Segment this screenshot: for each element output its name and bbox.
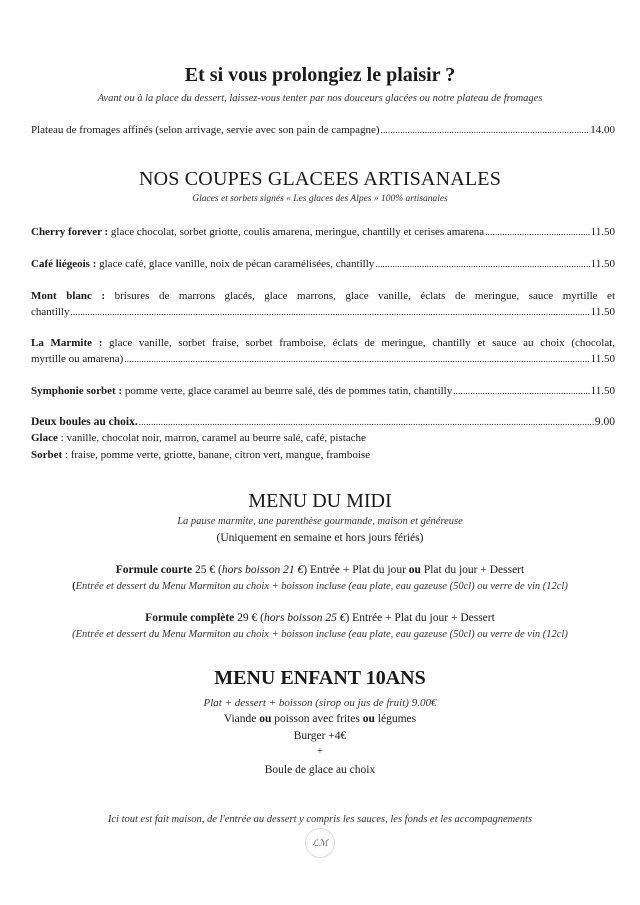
text: : fraise, pomme verte, griotte, banane, citron vert, mangue, framboise (62, 449, 371, 461)
menu-item (31, 226, 615, 238)
midi-subtitle: La pause marmite, une parenthèse gourmande, maison et généreuse (177, 516, 463, 527)
item-desc: Plateau de fromages affinés (selon arrivage, servie avec son pain de campagne) (31, 124, 380, 136)
dot-leader (381, 124, 590, 136)
text: : vanille, chocolat noir, marron, caramel au beurre salé, café, pistache (57, 432, 366, 444)
footer-text: Ici tout est fait maison, de l'entrée au dessert y compris les sauces, les fonds et les accompagnements (107, 814, 533, 825)
glace-flavours (31, 432, 366, 444)
prolonger-title (0, 64, 640, 87)
menu-item-line1 (31, 337, 615, 349)
menu-item-line1 (31, 290, 615, 302)
dot-leader (485, 226, 590, 238)
item-price: 9.00 (594, 416, 615, 428)
menu-item-fromages (31, 124, 615, 136)
dot-leader (139, 416, 594, 428)
item-desc: brisures de marrons glacés, glace marrons, glace vanille, éclats de meringue, sauce myrtille et (105, 290, 615, 302)
enfant-plat (0, 713, 640, 725)
sorbet-flavours (31, 449, 370, 461)
menu-item-line2 (31, 306, 615, 318)
prolonger-subtitle: Avant ou à la place du dessert, laissez-vous tenter par nos douceurs glacées ou notre plateau de fromages (97, 93, 543, 104)
menu-item (31, 258, 615, 270)
midi-note: (Uniquement en semaine et hors jours fériés) (216, 532, 424, 544)
text: poisson avec frites (271, 713, 363, 725)
item-name: La Marmite : (31, 337, 103, 349)
dot-leader (124, 353, 589, 365)
section-heading: Et si vous prolongiez le plaisir ? (184, 64, 456, 86)
enfant-plus: + (317, 746, 323, 757)
label: Formule complète (145, 612, 235, 624)
item-name: Café liégeois : (31, 258, 97, 270)
price: 29 € ( (234, 612, 264, 624)
item-name: Cherry forever : (31, 226, 109, 238)
dot-leader (375, 258, 589, 270)
section-heading: MENU DU MIDI (248, 490, 392, 512)
text: Entrée et dessert du Menu Marmiton au choix + boisson incluse (eau plate, eau gazeuse (50cl) ou verre de vin (12cl) (75, 581, 568, 592)
price: 25 € ( (192, 564, 222, 576)
item-name: Symphonie sorbet : (31, 385, 123, 397)
formule-complete (0, 612, 640, 624)
formule-courte-detail (0, 581, 640, 592)
label: Formule courte (115, 564, 193, 576)
menu-item (31, 385, 615, 397)
item-desc: myrtille ou amarena) (31, 353, 124, 365)
section-heading: MENU ENFANT 10ANS (214, 667, 426, 689)
text: Viande (223, 713, 260, 725)
item-desc: pomme verte, glace caramel au beurre salé, dés de pommes tatin, chantilly (122, 385, 453, 397)
item-price: 11.50 (590, 353, 615, 365)
formule-complete-detail: (Entrée et dessert du Menu Marmiton au choix + boisson incluse (eau plate, eau gazeuse (50cl) ou verre de vin (12cl) (72, 629, 568, 640)
item-name: Deux boules au choix. (31, 416, 138, 428)
item-desc: glace café, glace vanille, noix de pécan caramélisées, chantilly (96, 258, 375, 270)
menu-item-line2 (31, 353, 615, 365)
item-name: Mont blanc : (31, 290, 106, 302)
hors-boisson: hors boisson 25 € (263, 612, 346, 624)
item-price: 11.50 (590, 226, 615, 238)
hors-boisson: hors boisson 21 € (221, 564, 304, 576)
coupes-subtitle: Glaces et sorbets signés « Les glaces des Alpes » 100% artisanales (192, 194, 448, 204)
label: Sorbet (31, 449, 63, 461)
dot-leader (71, 306, 590, 318)
item-desc: chantilly (31, 306, 70, 318)
enfant-glace: Boule de glace au choix (264, 764, 376, 776)
text: légumes (374, 713, 417, 725)
text: ( (72, 581, 76, 592)
enfant-subtitle: Plat + dessert + boisson (sirop ou jus de fruit) 9.00€ (203, 697, 437, 709)
label: Glace (31, 432, 58, 444)
text: ou (408, 564, 421, 576)
text: ) Entrée + Plat du jour (303, 564, 409, 576)
enfant-burger: Burger +4€ (293, 730, 347, 742)
item-desc: glace chocolat, sorbet griotte, coulis amarena, meringue, chantilly et cerises amarena (108, 226, 485, 238)
item-price: 11.50 (590, 306, 615, 318)
formule-courte (0, 564, 640, 576)
text: ) Entrée + Plat du jour + Dessert (345, 612, 495, 624)
item-price: 11.50 (590, 385, 615, 397)
text: ou (259, 713, 272, 725)
item-desc: glace vanille, sorbet fraise, sorbet framboise, éclats de meringue, chantilly et sauce au choix (chocolat, (102, 337, 616, 349)
enfant-title (0, 667, 640, 690)
item-price: 14.00 (590, 124, 615, 136)
text: Plat du jour + Dessert (420, 564, 525, 576)
coupes-title (0, 168, 640, 191)
section-heading: NOS COUPES GLACEES ARTISANALES (138, 168, 502, 190)
text: ou (362, 713, 375, 725)
dot-leader (453, 385, 589, 397)
logo: ℒℳ (305, 828, 335, 858)
menu-item (31, 416, 615, 428)
midi-title (0, 490, 640, 513)
item-price: 11.50 (590, 258, 615, 270)
